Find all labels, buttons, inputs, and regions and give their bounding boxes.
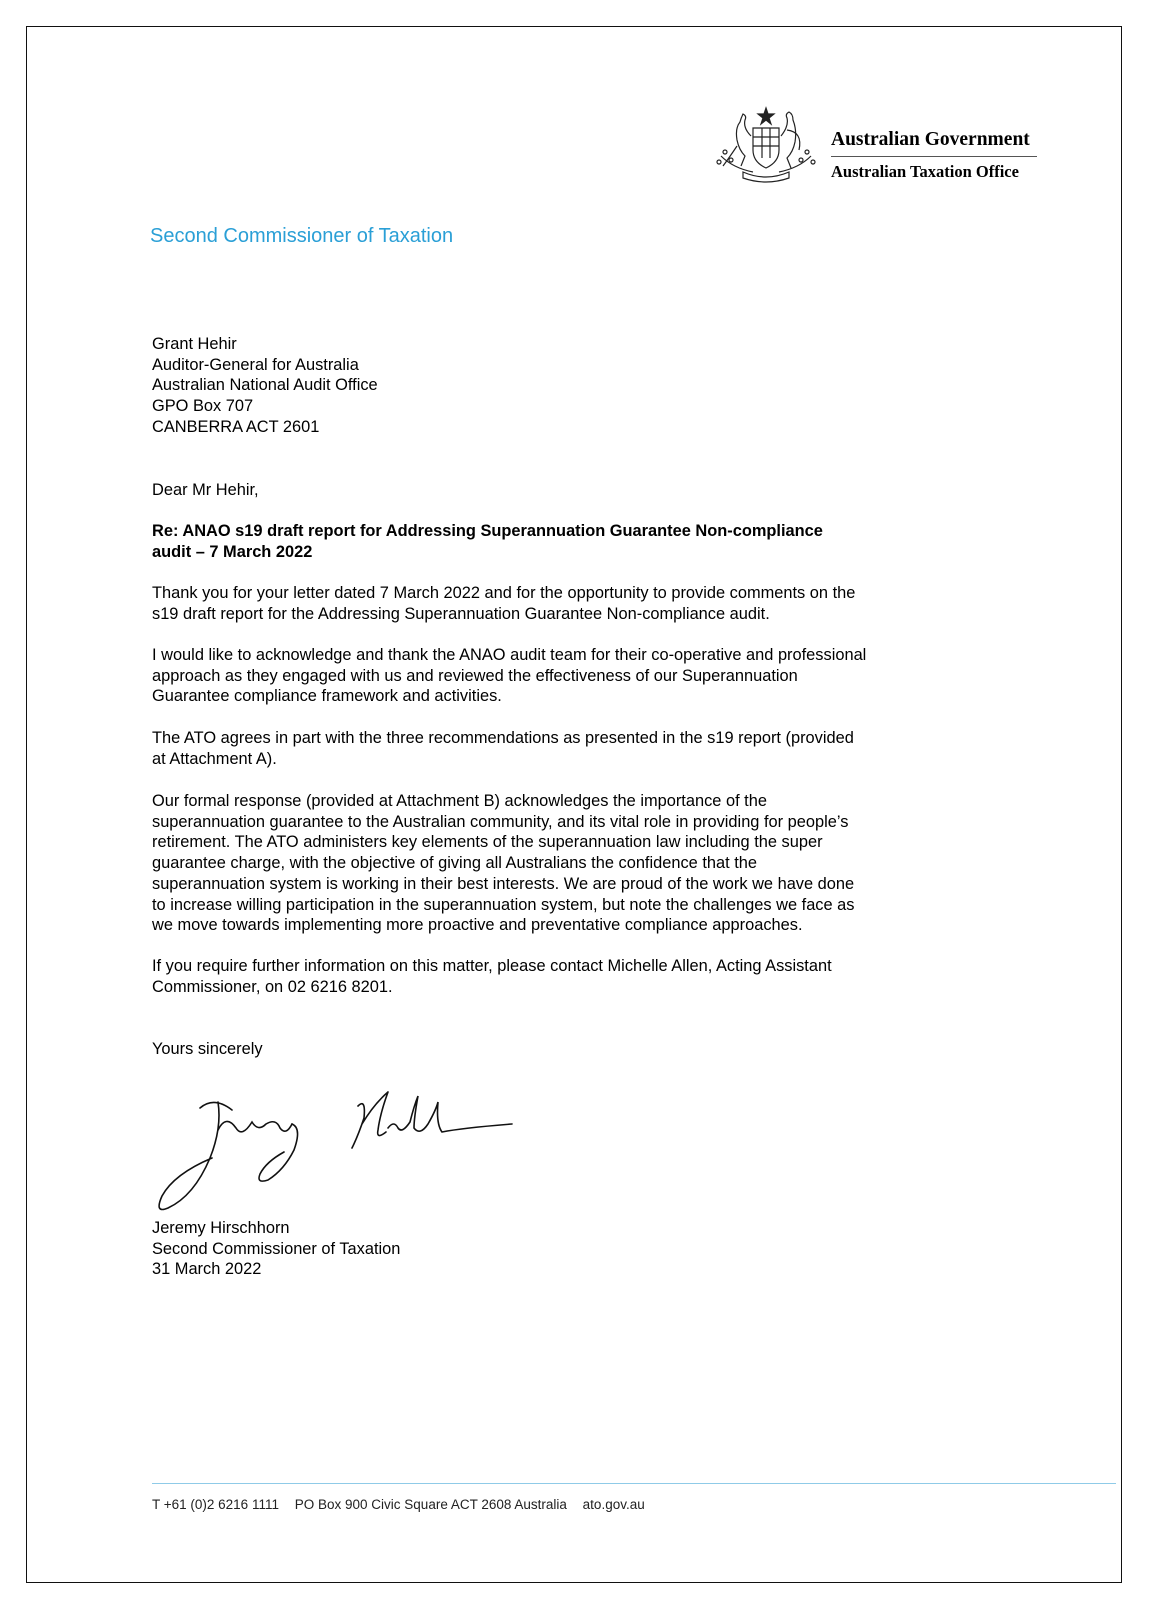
footer-website: ato.gov.au <box>582 1497 645 1512</box>
footer-divider <box>152 1483 1116 1484</box>
signatory-block <box>152 1218 400 1280</box>
handwritten-signature <box>152 1088 532 1238</box>
footer-address: PO Box 900 Civic Square ACT 2608 Australia <box>294 1497 567 1512</box>
letterhead-divider <box>831 156 1037 157</box>
footer <box>152 1497 657 1512</box>
paragraph: Thank you for your letter dated 7 March 2022 and for the opportunity to provide comments on the s19 draft report for the Addressing Superannuation Guarantee Non-compliance audit. <box>152 584 856 623</box>
paragraph: If you require further information on this matter, please contact Michelle Allen, Acting Assistant Commissioner, on 02 6216 8201. <box>152 957 832 996</box>
paragraph: The ATO agrees in part with the three recommendations as presented in the s19 report (provided at Attachment A). <box>152 729 854 768</box>
salutation: Dear Mr Hehir, <box>152 481 259 499</box>
paragraph: Our formal response (provided at Attachment B) acknowledges the importance of the superannuation guarantee to the Australian community, and its vital role in providing for people’s retirement. The ATO administers key elements of the superannuation law including the super guarantee charge, with the objective of giving all Australians the confidence that the superannuation system is working in their best interests. We are proud of the work we have done to increase willing participation in the superannuation system, but note the challenges we face as we move towards implementing more proactive and preventative compliance approaches. <box>152 792 855 935</box>
recipient-line: CANBERRA ACT 2601 <box>152 417 320 436</box>
letterhead-government: Australian Government <box>831 129 1030 150</box>
signatory-title: Second Commissioner of Taxation <box>152 1239 401 1258</box>
office-title: Second Commissioner of Taxation <box>150 225 454 247</box>
closing: Yours sincerely <box>152 1040 263 1058</box>
signature-date: 31 March 2022 <box>152 1260 262 1279</box>
recipient-line: Auditor-General for Australia <box>152 355 359 374</box>
recipient-line: Australian National Audit Office <box>152 376 378 395</box>
letterhead-agency: Australian Taxation Office <box>831 162 1019 181</box>
footer-phone: T +61 (0)2 6216 1111 <box>152 1497 279 1512</box>
subject-line: Re: ANAO s19 draft report for Addressing Superannuation Guarantee Non-compliance audit – 7 March 2022 <box>152 522 823 561</box>
recipient-line: GPO Box 707 <box>152 397 254 416</box>
coat-of-arms-icon <box>713 106 819 184</box>
recipient-line: Grant Hehir <box>152 335 237 353</box>
signatory-name: Jeremy Hirschhorn <box>152 1219 290 1237</box>
recipient-address <box>152 334 378 438</box>
paragraph: I would like to acknowledge and thank the ANAO audit team for their co-operative and professional approach as they engaged with us and reviewed the effectiveness of our Superannuation Guarantee compliance framework and activities. <box>152 646 867 706</box>
